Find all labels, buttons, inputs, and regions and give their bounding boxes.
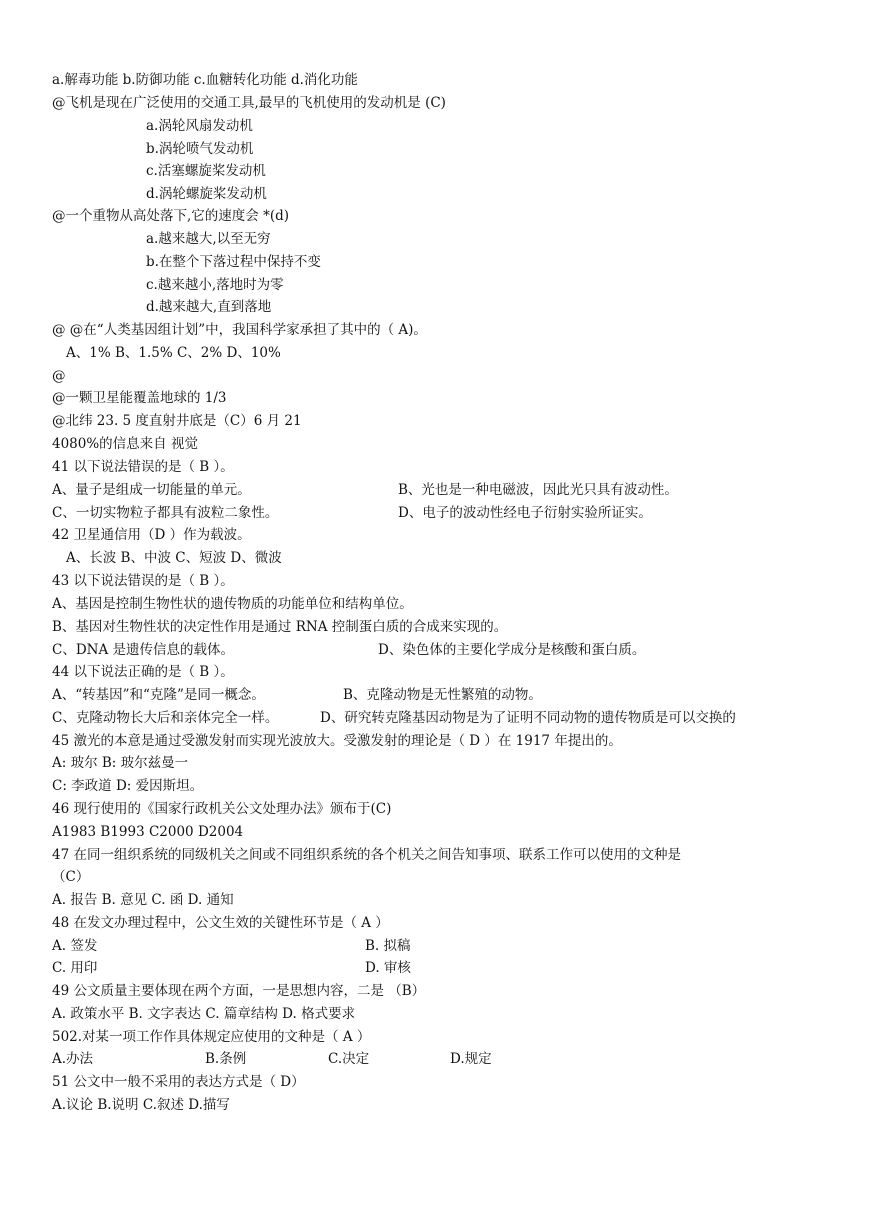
option-line: A: 玻尔 B: 玻尔兹曼一	[52, 755, 189, 771]
question-line: 49 公文质量主要体现在两个方面，一是思想内容，二是 （B）	[52, 983, 426, 999]
question-line: 43 以下说法错误的是（ B ）。	[52, 573, 234, 589]
question-line: 46 现行使用的《国家行政机关公文处理办法》颁布于(C)	[52, 801, 392, 817]
question-line: @一个重物从高处落下,它的速度会 *(d)	[52, 208, 290, 224]
question-line: 44 以下说法正确的是（ B ）。	[52, 664, 234, 680]
option-line: D、电子的波动性经电子衍射实验所证实。	[398, 505, 652, 521]
option-line: C、DNA 是遗传信息的载体。	[52, 642, 235, 658]
option-line: B、克隆动物是无性繁殖的动物。	[343, 687, 542, 703]
question-line: @ @在“人类基因组计划”中，我国科学家承担了其中的（ A)。	[52, 322, 427, 338]
option-line: B. 拟稿	[365, 938, 411, 954]
option-line: A. 签发	[52, 938, 98, 954]
option-line: C、克隆动物长大后和亲体完全一样。	[52, 710, 279, 726]
option-line: C. 用印	[52, 960, 98, 976]
option-line: a.涡轮风扇发动机	[146, 118, 253, 134]
option-line: A、“转基因”和“克隆”是同一概念。	[52, 687, 265, 703]
text-line: @一颗卫星能覆盖地球的 1/3	[52, 390, 227, 406]
question-line: 502.对某一项工作作具体规定应使用的文种是（ A ）	[52, 1029, 371, 1045]
option-line: A、基因是控制生物性状的遗传物质的功能单位和结构单位。	[52, 596, 413, 612]
option-line: D.规定	[450, 1051, 492, 1067]
answer-line: （C）	[52, 869, 90, 885]
option-line: A、量子是组成一切能量的单元。	[52, 482, 251, 498]
option-line: B.条例	[205, 1051, 247, 1067]
option-line: D. 审核	[365, 960, 411, 976]
option-line: B、基因对生物性状的决定性作用是通过 RNA 控制蛋白质的合成来实现的。	[52, 619, 508, 635]
option-line: A1983 B1993 C2000 D2004	[52, 824, 244, 840]
question-line: 51 公文中一般不采用的表达方式是（ D）	[52, 1074, 305, 1090]
option-line: b.涡轮喷气发动机	[146, 141, 254, 157]
option-line: A、1% B、1.5% C、2% D、10%	[66, 345, 281, 361]
option-line: B、光也是一种电磁波，因此光只具有波动性。	[398, 482, 678, 498]
option-line: c.越来越小,落地时为零	[146, 277, 284, 293]
option-line: d.越来越大,直到落地	[146, 299, 272, 315]
option-line: b.在整个下落过程中保持不变	[146, 254, 321, 270]
option-line: C: 李政道 D: 爱因斯坦。	[52, 778, 204, 794]
option-line: A.议论 B.说明 C.叙述 D.描写	[52, 1097, 230, 1113]
text-line: @北纬 23. 5 度直射井底是（C）6 月 21	[52, 413, 302, 429]
option-line: d.涡轮螺旋桨发动机	[146, 186, 267, 202]
question-line: 42 卫星通信用（D ）作为载波。	[52, 527, 251, 543]
option-line: C.决定	[328, 1051, 370, 1067]
option-line: A. 政策水平 B. 文字表达 C. 篇章结构 D. 格式要求	[52, 1006, 356, 1022]
question-line: 48 在发文办理过程中，公文生效的关键性环节是（ A ）	[52, 915, 389, 931]
question-line: 45 激光的本意是通过受激发射而实现光波放大。受激发射的理论是（ D ）在 1917 年提出的。	[52, 733, 622, 749]
text-line: @	[52, 368, 66, 384]
option-line: A、长波 B、中波 C、短波 D、微波	[66, 550, 282, 566]
question-line: 41 以下说法错误的是（ B ）。	[52, 459, 234, 475]
question-line: @飞机是现在广泛使用的交通工具,最早的飞机使用的发动机是 (C)	[52, 95, 446, 111]
option-line: D、染色体的主要化学成分是核酸和蛋白质。	[378, 642, 646, 658]
option-line: A.办法	[52, 1051, 94, 1067]
option-line: a.越来越大,以至无穷	[146, 231, 271, 247]
option-line: C、一切实物粒子都具有波粒二象性。	[52, 505, 279, 521]
option-line: D、研究转克隆基因动物是为了证明不同动物的遗传物质是可以交换的	[320, 710, 736, 726]
text-line: 4080%的信息来自 视觉	[52, 436, 198, 452]
option-line: A. 报告 B. 意见 C. 函 D. 通知	[52, 892, 234, 908]
question-line: 47 在同一组织系统的同级机关之间或不同组织系统的各个机关之间告知事项、联系工作可以使用的文种是	[52, 847, 681, 863]
option-line: c.活塞螺旋桨发动机	[146, 163, 266, 179]
text-line: a.解毒功能 b.防御功能 c.血糖转化功能 d.消化功能	[52, 72, 358, 88]
